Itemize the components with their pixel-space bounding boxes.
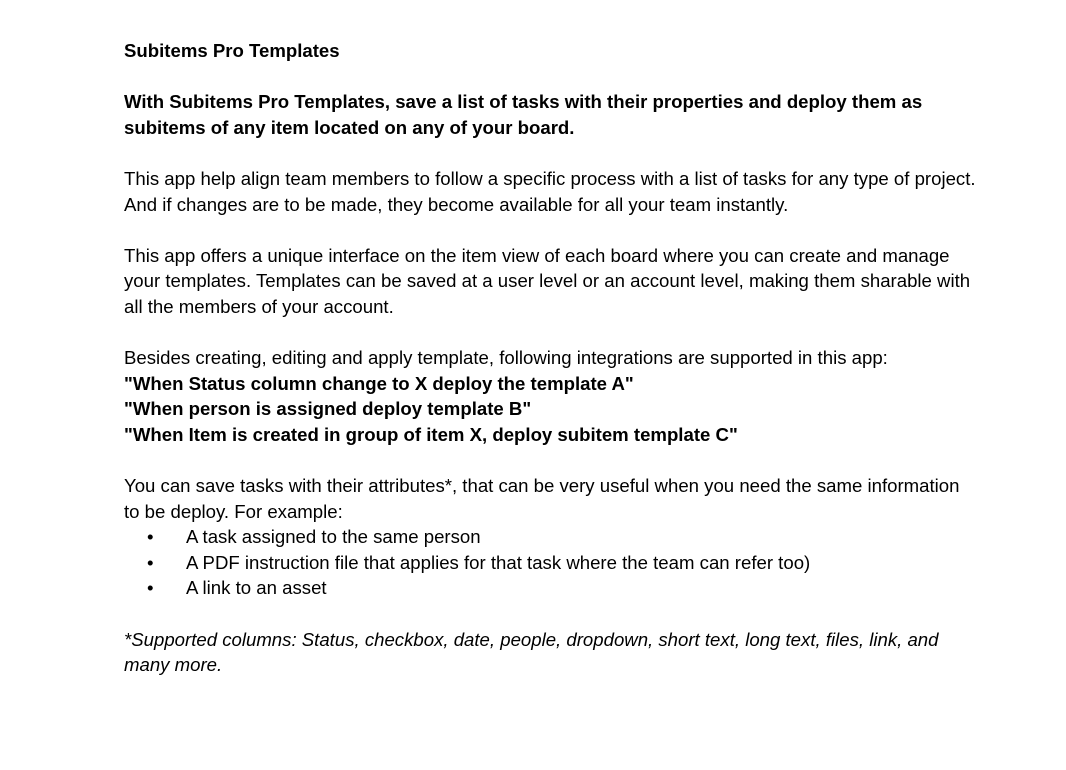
spacer <box>124 217 976 243</box>
examples-list <box>124 524 976 601</box>
spacer <box>124 64 976 90</box>
paragraph-attributes: You can save tasks with their attributes*, that can be very useful when you need the same information to be deploy. For example: <box>124 475 960 522</box>
integration-status: "When Status column change to X deploy the template A" <box>124 372 634 394</box>
list-item: • A link to an asset <box>124 575 976 601</box>
integration-person: "When person is assigned deploy template B" <box>124 398 532 420</box>
integration-item-created: "When Item is created in group of item X, deploy subitem template C" <box>124 423 738 445</box>
paragraph-alignment: This app help align team members to follow a specific process with a list of tasks for any type of project. And if changes are to be made, they become available for all your team instantly. <box>124 167 976 215</box>
intro-paragraph: With Subitems Pro Templates, save a list of tasks with their properties and deploy them as subitems of any item located on any of your board. <box>124 91 923 138</box>
spacer <box>124 601 976 627</box>
spacer <box>124 320 976 346</box>
paragraph-integrations: Besides creating, editing and apply template, following integrations are supported in this app: <box>124 347 888 369</box>
paragraph-interface: This app offers a unique interface on the item view of each board where you can create and manage your templates. Templates can be saved at a user level or an account level, making them sharable with all the members of your account. <box>124 244 971 317</box>
spacer <box>124 140 976 166</box>
document-title: Subitems Pro Templates <box>124 40 340 61</box>
footnote: *Supported columns: Status, checkbox, date, people, dropdown, short text, long text, files, link, and many more. <box>124 628 939 676</box>
list-item: • A PDF instruction file that applies for that task where the team can refer too) <box>124 550 976 576</box>
list-item: • A task assigned to the same person <box>124 524 976 550</box>
spacer <box>124 448 976 474</box>
